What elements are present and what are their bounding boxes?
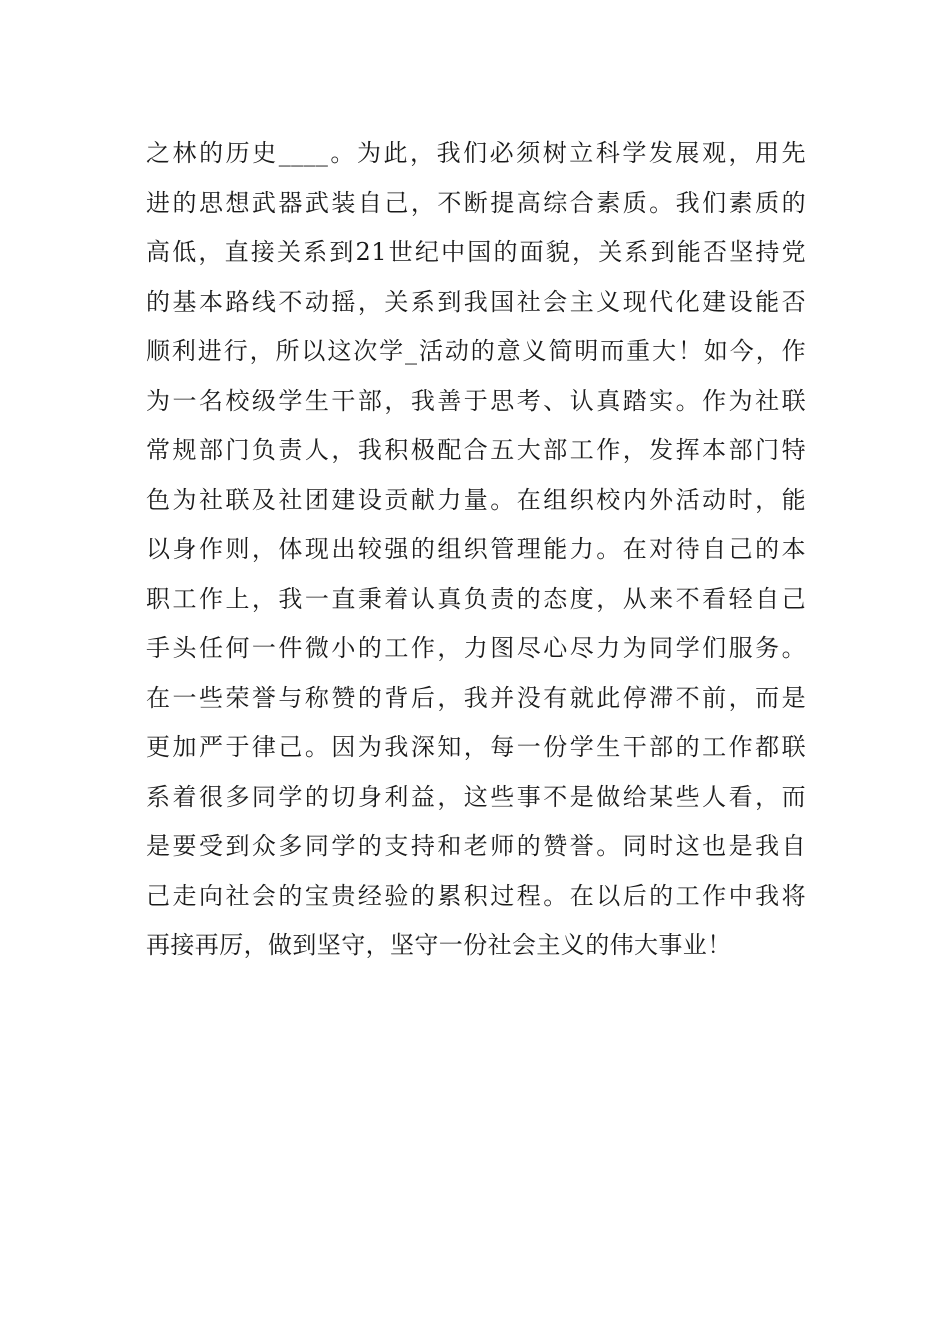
- text-line: 的基本路线不动摇，关系到我国社会主义现代化建设能否: [146, 287, 806, 316]
- text-line: 高低，直接关系到21世纪中国的面貌，关系到能否坚持党: [146, 238, 806, 266]
- text-line: 顺利进行，所以这次学_活动的意义简明而重大！如今，作: [146, 337, 806, 365]
- body-paragraph: [146, 129, 806, 971]
- text-line: 职工作上，我一直秉着认真负责的态度，从来不看轻自己: [146, 584, 806, 613]
- text-line: 在一些荣誉与称赞的背后，我并没有就此停滞不前，而是: [146, 683, 806, 712]
- text-line-last: 再接再厉，做到坚守，坚守一份社会主义的伟大事业！: [146, 931, 732, 959]
- text-line: 为一名校级学生干部，我善于思考、认真踏实。作为社联: [146, 386, 806, 415]
- text-line: 之林的历史____。为此，我们必须树立科学发展观，用先: [146, 139, 806, 167]
- text-line: 系着很多同学的切身利益，这些事不是做给某些人看，而: [146, 782, 806, 811]
- text-line: 手头任何一件微小的工作，力图尽心尽力为同学们服务。: [146, 634, 806, 662]
- text-line: 以身作则，体现出较强的组织管理能力。在对待自己的本: [146, 535, 806, 563]
- text-line: 是要受到众多同学的支持和老师的赞誉。同时这也是我自: [146, 832, 806, 860]
- text-line: 己走向社会的宝贵经验的累积过程。在以后的工作中我将: [146, 881, 806, 910]
- text-line: 更加严于律己。因为我深知，每一份学生干部的工作都联: [146, 733, 806, 761]
- text-line: 进的思想武器武装自己，不断提高综合素质。我们素质的: [146, 188, 806, 217]
- text-line: 常规部门负责人，我积极配合五大部工作，发挥本部门特: [146, 436, 806, 464]
- text-line: 色为社联及社团建设贡献力量。在组织校内外活动时，能: [146, 485, 806, 514]
